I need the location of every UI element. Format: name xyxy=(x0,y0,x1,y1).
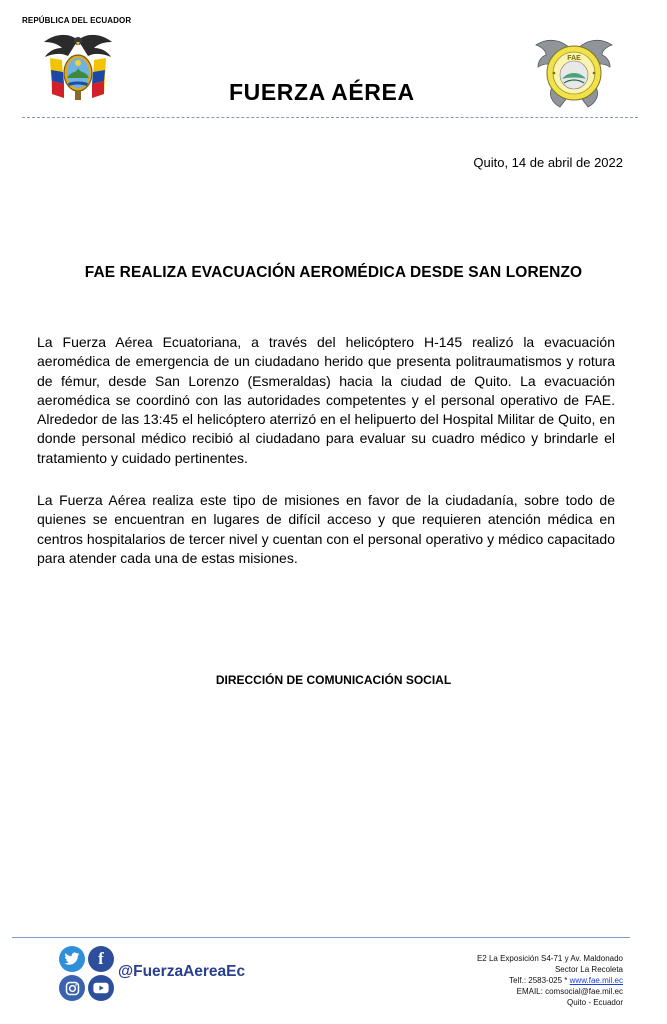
ecuador-coat-of-arms-icon xyxy=(42,30,114,104)
signature-department: DIRECCIÓN DE COMUNICACIÓN SOCIAL xyxy=(215,673,452,687)
youtube-icon xyxy=(88,975,114,1001)
fae-wings-emblem-icon xyxy=(534,29,614,109)
address-line: Sector La Recoleta xyxy=(554,965,623,974)
republic-label: REPÚBLICA DEL ECUADOR xyxy=(22,16,132,25)
address-line: E2 La Exposición S4-71 y Av. Maldonado xyxy=(476,954,623,963)
letter-date: Quito, 14 de abril de 2022 xyxy=(473,155,623,170)
page-title: FUERZA AÉREA xyxy=(229,79,415,105)
body-paragraph: La Fuerza Aérea Ecuatoriana, a través del helicóptero H-145 realizó la evacuación aeromédica de emergencia de un ciudadano herido que presenta politraumatismos y rotura de fémur, desde San Lorenzo (Esmeraldas) hacia la ciudad de Quito. La evacuación aeromédica se coordinó con las autoridades competentes y el personal operativo de FAE. Alrededor de las 13:45 el helicóptero aterrizó en el helipuerto del Hospital Militar de Quito, en donde personal médico recibió al ciudadano para evaluar su cuadro médico y brindarle el tratamiento y cuidado pertinentes. xyxy=(37,334,615,466)
email-line[interactable]: EMAIL: comsocial@fae.mil.ec xyxy=(516,987,623,996)
phone-website-line xyxy=(477,975,623,986)
header-divider xyxy=(22,117,638,118)
fae-emblem-text: FAE xyxy=(567,55,581,62)
phone-number: Telf.: 2583-025 * xyxy=(509,976,568,985)
footer-divider xyxy=(12,937,630,938)
website-link[interactable]: www.fae.mil.ec xyxy=(569,976,623,985)
social-handle[interactable]: @FuerzaAereaEc xyxy=(118,963,246,980)
body-paragraph: La Fuerza Aérea realiza este tipo de misiones en favor de la ciudadanía, sobre todo de quienes se encuentran en lugares de difícil acceso y que requieren atención médica en centros hospitalarios de tercer nivel y cuentan con el personal operativo y médico capacitado para atender cada una de estas misiones. xyxy=(37,492,615,566)
facebook-icon: f xyxy=(88,946,114,972)
city-line: Quito - Ecuador xyxy=(566,998,623,1007)
press-release-headline: FAE REALIZA EVACUACIÓN AEROMÉDICA DESDE SAN LORENZO xyxy=(84,264,583,281)
instagram-icon xyxy=(59,975,85,1001)
footer-address xyxy=(477,953,623,1008)
twitter-icon xyxy=(59,946,85,972)
